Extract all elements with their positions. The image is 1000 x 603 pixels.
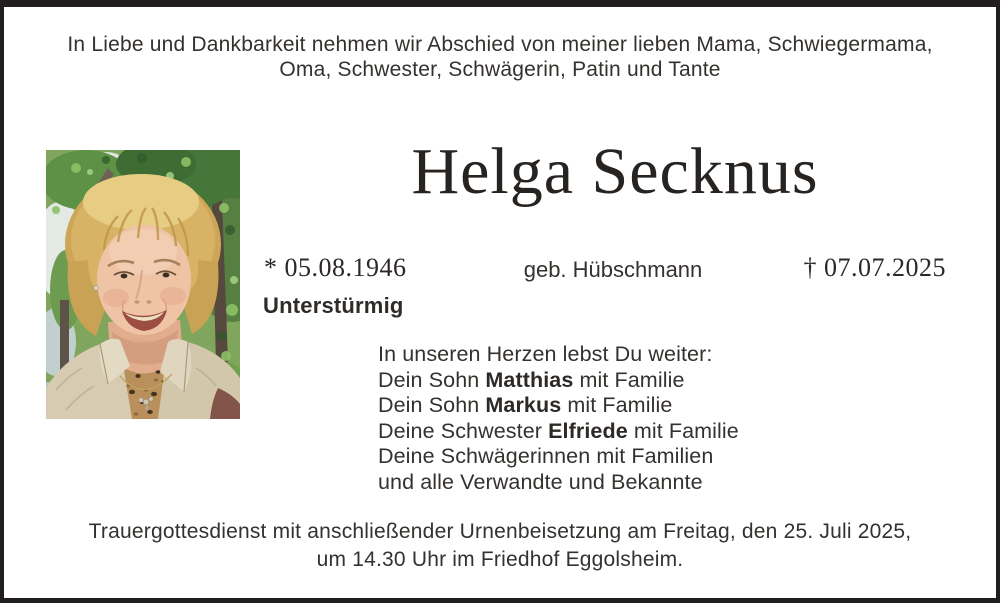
family-list bbox=[378, 342, 739, 496]
family-line: Dein Sohn Markus mit Familie bbox=[378, 393, 673, 418]
maiden-name: geb. Hübschmann bbox=[523, 257, 703, 282]
service-announcement bbox=[0, 518, 1000, 573]
death-date: † 07.07.2025 bbox=[803, 253, 946, 282]
family-line: Deine Schwester Elfriede mit Familie bbox=[378, 418, 739, 443]
family-line: Deine Schwägerinnen mit Familien bbox=[378, 444, 714, 469]
opening-line-2: Oma, Schwester, Schwägerin, Patin und Tante bbox=[279, 57, 721, 81]
family-intro: In unseren Herzen lebst Du weiter: bbox=[378, 342, 713, 366]
service-line-1: Trauergottesdienst mit anschließender Urnenbeisetzung am Freitag, den 25. Juli 2025, bbox=[88, 520, 912, 543]
deceased-name: Helga Secknus bbox=[411, 135, 819, 208]
family-member-name: Matthias bbox=[485, 367, 574, 392]
opening-lines bbox=[0, 33, 1000, 82]
service-line-2: um 14.30 Uhr im Friedhof Eggolsheim. bbox=[316, 547, 684, 571]
family-member-name: Markus bbox=[485, 393, 562, 418]
portrait-photo-illustration bbox=[46, 150, 240, 419]
portrait-photo bbox=[46, 150, 240, 419]
family-line: Dein Sohn Matthias mit Familie bbox=[378, 367, 685, 392]
opening-line-1: In Liebe und Dankbarkeit nehmen wir Abschied von meiner lieben Mama, Schwiegermama, bbox=[67, 33, 933, 56]
family-line: und alle Verwandte und Bekannte bbox=[378, 469, 703, 494]
birth-date: * 05.08.1946 bbox=[264, 253, 407, 282]
residence: Unterstürmig bbox=[263, 293, 404, 318]
family-member-name: Elfriede bbox=[548, 418, 628, 443]
